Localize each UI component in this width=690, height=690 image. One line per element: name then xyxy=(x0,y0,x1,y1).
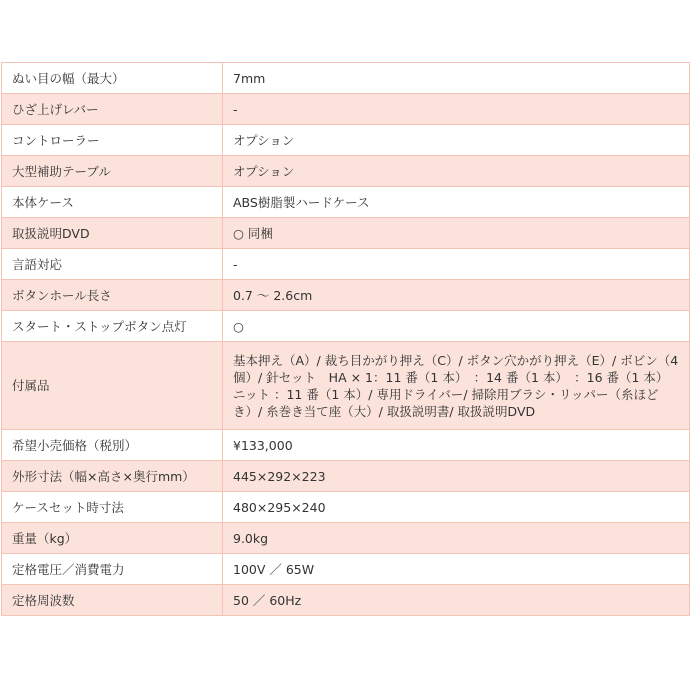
spec-row-frequency xyxy=(2,585,690,616)
spec-table xyxy=(1,62,690,616)
spec-row-knee-lifter xyxy=(2,94,690,125)
spec-row-dimensions xyxy=(2,461,690,492)
spec-row-weight xyxy=(2,523,690,554)
spec-label: 本体ケース xyxy=(2,187,223,218)
spec-label: ボタンホール長さ xyxy=(2,280,223,311)
spec-row-manual-dvd xyxy=(2,218,690,249)
spec-value: 480×295×240 xyxy=(223,492,690,523)
spec-value: 445×292×223 xyxy=(223,461,690,492)
spec-label: 定格電圧／消費電力 xyxy=(2,554,223,585)
spec-label: ケースセット時寸法 xyxy=(2,492,223,523)
spec-row-start-stop-light xyxy=(2,311,690,342)
spec-label: 付属品 xyxy=(2,342,223,430)
spec-row-case xyxy=(2,187,690,218)
spec-label: ぬい目の幅（最大） xyxy=(2,63,223,94)
spec-row-extension-table xyxy=(2,156,690,187)
spec-value: ○ xyxy=(223,311,690,342)
spec-row-controller xyxy=(2,125,690,156)
spec-label: 取扱説明DVD xyxy=(2,218,223,249)
spec-label: 重量（kg） xyxy=(2,523,223,554)
spec-value: ○ 同梱 xyxy=(223,218,690,249)
spec-value: オプション xyxy=(223,125,690,156)
spec-value: - xyxy=(223,94,690,125)
spec-label: スタート・ストップボタン点灯 xyxy=(2,311,223,342)
spec-value: 100V ／ 65W xyxy=(223,554,690,585)
spec-value: 0.7 ～ 2.6cm xyxy=(223,280,690,311)
spec-row-stitch-width xyxy=(2,63,690,94)
spec-value: 9.0kg xyxy=(223,523,690,554)
spec-label: 大型補助テーブル xyxy=(2,156,223,187)
spec-value: - xyxy=(223,249,690,280)
spec-value: ¥133,000 xyxy=(223,430,690,461)
spec-value: オプション xyxy=(223,156,690,187)
spec-value: 50 ／ 60Hz xyxy=(223,585,690,616)
spec-label: 希望小売価格（税別） xyxy=(2,430,223,461)
spec-row-price xyxy=(2,430,690,461)
spec-row-buttonhole-length xyxy=(2,280,690,311)
spec-row-language xyxy=(2,249,690,280)
spec-value: 基本押え（A）/ 裁ち目かがり押え（C）/ ボタン穴かがり押え（E）/ ボビン（4個）/ 針セット HA × 1：11 番（1 本） ：14 番（1 本） ：16 番（1 本） ニット ：11 番（1 本）/ 専用ドライバー/ 掃除用ブラシ・リッパー（糸ほどき）/ 糸巻き当て座（大）/ 取扱説明書/ 取扱説明DVD xyxy=(223,342,690,430)
spec-value: ABS樹脂製ハードケース xyxy=(223,187,690,218)
spec-row-case-dimensions xyxy=(2,492,690,523)
spec-label: コントローラー xyxy=(2,125,223,156)
spec-label: 言語対応 xyxy=(2,249,223,280)
spec-row-accessories xyxy=(2,342,690,430)
spec-label: 定格周波数 xyxy=(2,585,223,616)
spec-label: ひざ上げレバー xyxy=(2,94,223,125)
spec-row-voltage-power xyxy=(2,554,690,585)
spec-value: 7mm xyxy=(223,63,690,94)
spec-label: 外形寸法（幅×高さ×奥行mm） xyxy=(2,461,223,492)
